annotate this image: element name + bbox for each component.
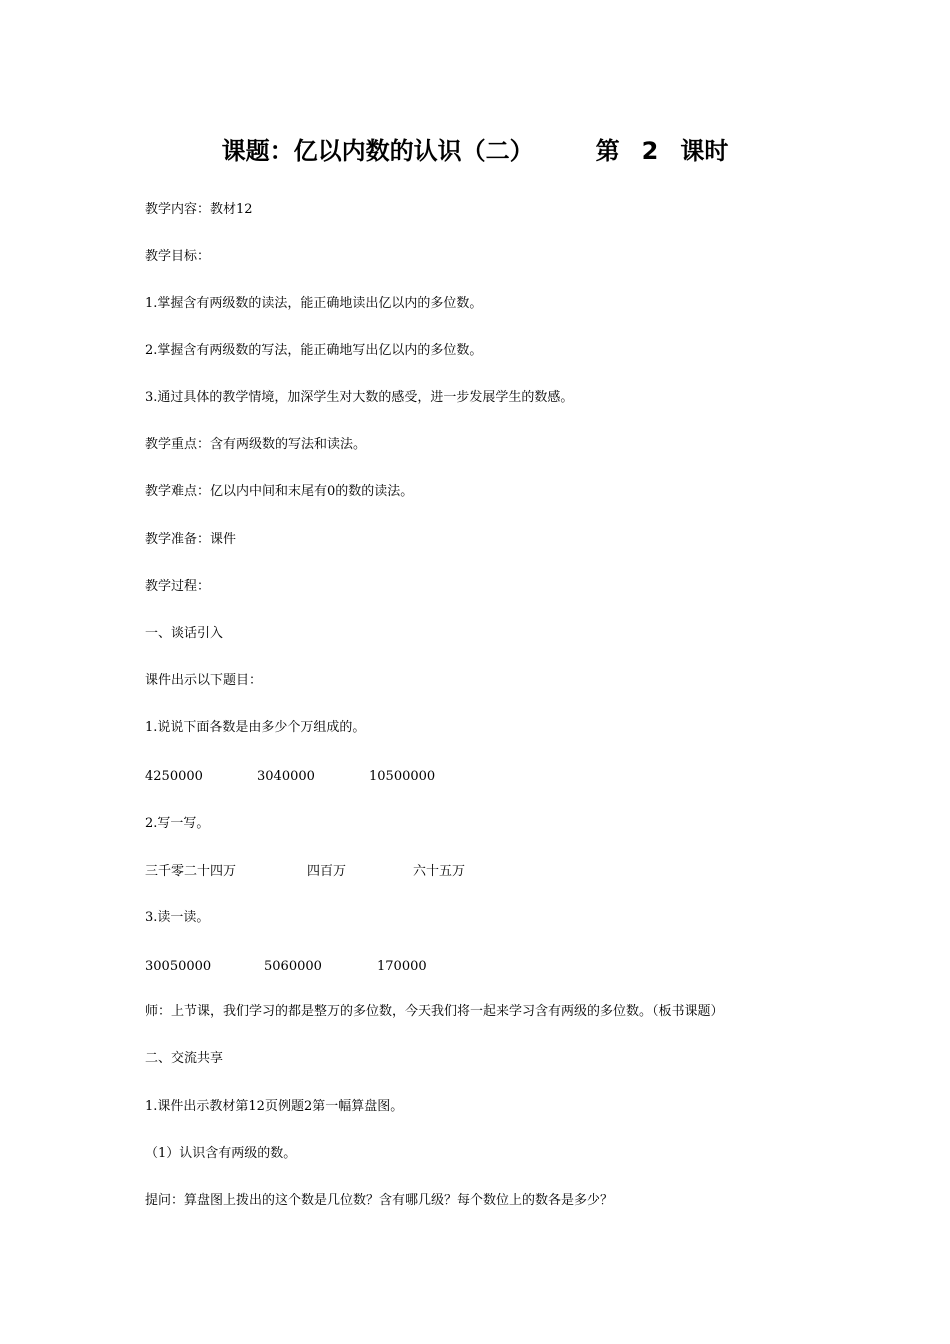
goal-2: 2.掌握含有两级数的写法，能正确地写出亿以内的多位数。 [145, 343, 483, 358]
question-1: 1.说说下面各数是由多少个万组成的。 [145, 720, 366, 735]
goal-1: 1.掌握含有两级数的读法，能正确地读出亿以内的多位数。 [145, 296, 483, 311]
question-3: 3.读一读。 [145, 910, 210, 925]
lesson-suffix: 课时 [680, 137, 729, 165]
teaching-content: 教学内容：教材12 [145, 202, 253, 217]
goals-heading: 教学目标： [145, 249, 211, 264]
process-heading: 教学过程： [145, 579, 211, 594]
chinese-number-item: 四百万 [307, 864, 347, 879]
question-prompt: 提问：算盘图上拨出的这个数是几位数？含有哪几级？每个数位上的数各是多少？ [145, 1193, 614, 1208]
title-main: 课题：亿以内数的认识（二） [221, 137, 534, 165]
section-2-heading: 二、交流共享 [145, 1051, 224, 1066]
courseware-intro: 课件出示以下题目： [145, 673, 263, 688]
preparation: 教学准备：课件 [145, 532, 237, 547]
question-1-numbers [145, 767, 845, 787]
lesson-prefix: 第 [595, 137, 620, 165]
key-point: 教学重点：含有两级数的写法和读法。 [145, 437, 367, 452]
question-2: 2.写一写。 [145, 816, 210, 831]
number-item: 4250000 [145, 769, 203, 784]
goal-3: 3.通过具体的教学情境，加深学生对大数的感受，进一步发展学生的数感。 [145, 390, 574, 405]
number-item: 170000 [377, 959, 427, 974]
section-1-heading: 一、谈话引入 [145, 626, 224, 641]
number-item: 5060000 [264, 959, 322, 974]
question-3-numbers [145, 957, 845, 977]
number-item: 30050000 [145, 959, 212, 974]
step-1-sub: （1）认识含有两级的数。 [145, 1146, 297, 1161]
number-item: 10500000 [369, 769, 436, 784]
question-2-items [145, 862, 845, 882]
difficulty: 教学难点：亿以内中间和末尾有0的数的读法。 [145, 484, 414, 499]
lesson-number: 2 [641, 137, 659, 165]
chinese-number-item: 六十五万 [413, 864, 466, 879]
lesson-title [0, 133, 950, 169]
step-1: 1.课件出示教材第12页例题2第一幅算盘图。 [145, 1099, 404, 1114]
chinese-number-item: 三千零二十四万 [145, 864, 237, 879]
number-item: 3040000 [257, 769, 315, 784]
teacher-remark: 师：上节课，我们学习的都是整万的多位数，今天我们将一起来学习含有两级的多位数。（板书课题） [145, 1004, 724, 1019]
